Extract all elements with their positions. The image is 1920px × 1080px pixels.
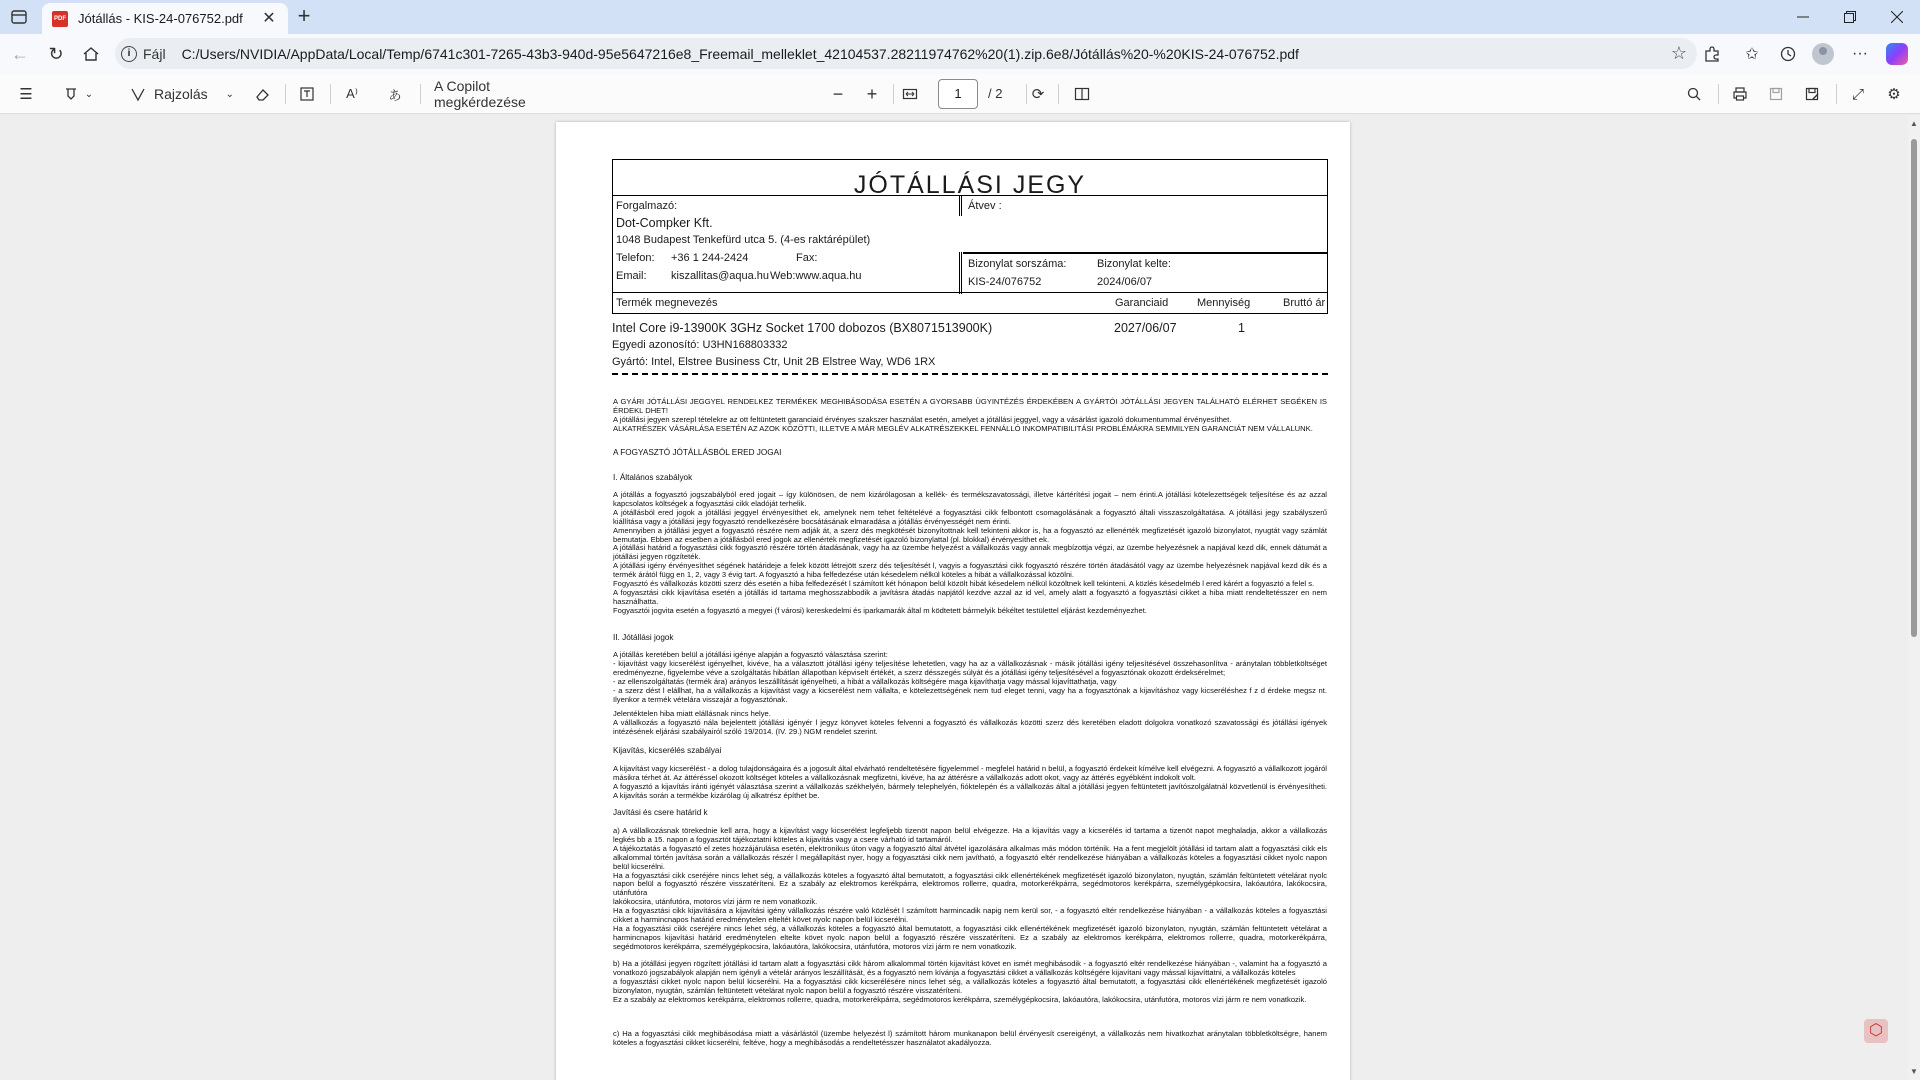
section-2-line: - az ellenszolgáltatás (termék ára) arányos leszállítását igényelheti, a hibát a vállalkozás költségére maga kijavíthatja vagy mással kijavíttathatja, vagy xyxy=(613,676,1117,686)
scrollbar-thumb[interactable] xyxy=(1911,139,1917,637)
eraser-icon xyxy=(254,86,270,102)
phone-value: +36 1 244-2424 xyxy=(671,252,749,264)
read-aloud-icon: A⁾ xyxy=(346,86,358,101)
fullscreen-button[interactable] xyxy=(1846,82,1870,106)
deadline-a-line: Ha a fogyasztási cikk cseréjére nincs lehet ség, a vállalkozás köteles a fogyasztó által bemutatott, a fogyasztási cikk ellenértékének megfizetését igazoló bizonylaton, nyugtán, számlán feltüntetett vételárat a harmincnapos kijavítási határid eredménytelen eltelte követ nyolc napon belül a fogyasztó részére visszatéríteni. Ez a szabály az elektromos kerékpárra, elektromos rollerre, quadra, motorkerékpárra, segédmotoros kerékpárra, személygépkocsira, lakóautóra, lakókocsira, utánfutóra, motoros vízi járm re nem vonatkozik. xyxy=(613,923,1327,951)
rotate-icon: ⟳ xyxy=(1031,86,1045,103)
phone-label: Telefon: xyxy=(616,252,655,264)
navigation-bar xyxy=(0,34,1920,74)
toolbar-divider xyxy=(893,84,894,104)
toolbar-divider xyxy=(1058,84,1059,104)
title-bar xyxy=(0,0,1920,34)
notice-block xyxy=(613,398,1327,434)
restore-button[interactable] xyxy=(1827,0,1873,34)
received-label: Átvev : xyxy=(968,200,1002,212)
deadline-heading: Javítási és csere határid k xyxy=(613,808,708,817)
zoom-in-button[interactable] xyxy=(860,82,884,106)
acrobat-icon[interactable]: ⬡ xyxy=(1864,1019,1888,1043)
section-1-line: A fogyasztási cikk kijavítása esetén a jótállás id tartama meghosszabbodik a javításra átadás napjától kezdve azzal az id vel, amely alatt a fogyasztó a fogyasztási cikket a hiba miatt rendeltetésszer en nem használhatta. xyxy=(613,587,1327,606)
tab-actions-button[interactable] xyxy=(8,6,30,28)
minus-icon: − xyxy=(832,83,844,104)
section-1-body xyxy=(613,491,1327,616)
repair-line: A kijavítást vagy kicserélést - a dolog tulajdonságaira és a jogosult által elvárható rendeltetésére figyelemmel - megfelel határid n belül, a fogyasztó érdekeit kímélve kell elvégezni. A fogyasztó a vállalkozott jogáról másikra térhet át. Az áttéréssel okozott költséget köteles a vállalkozásnak megfizetni, kivéve, ha az áttérésre a vállalkozás adott okot, vagy az áttérés egyébként indokolt volt. xyxy=(613,764,1327,782)
scroll-down-arrow-icon[interactable]: ▼ xyxy=(1910,1067,1918,1076)
header-box xyxy=(612,195,1328,293)
warranty-until: 2027/06/07 xyxy=(1114,321,1177,335)
toolbar-divider xyxy=(330,84,331,104)
extensions-button[interactable] xyxy=(1700,42,1724,66)
minor-defect-line: A vállalkozás a fogyasztó nála bejelentett jótállási igényér l jegyz könyvet köteles felvenni a fogyasztó és vállalkozás közötti szerz dés keretében eladott dolgokra vonatkozó szavatossági és jótállási igények intézésének eljárási szabályairól szóló 19/2014. (IV. 29.) NGM rendelet szerint. xyxy=(613,717,1327,736)
title-box xyxy=(612,159,1328,199)
page-view-button[interactable] xyxy=(1070,82,1094,106)
pdf-page xyxy=(556,122,1350,1080)
highlight-button[interactable] xyxy=(58,82,98,106)
section-1-line: Amennyiben a jótállási jegyet a fogyasztó részére nem adják át, a szerz dés megkötését bizonyítottnak kell tekinteni akkor is, ha a fogyasztó az ellenérték megfizetését igazoló bizonylatot, nyugtát vagy számlát bemutatja. Ebben az esetben a jótállásból ered jogok az ellenérték megfizetését igazoló bizonylattal (pl. blokkal) érvényesíthet ek. xyxy=(613,525,1327,544)
minor-defect-block xyxy=(613,710,1327,737)
email-value: kiszallitas@aqua.hu xyxy=(671,270,769,282)
notice-line: A jótállási jegyen szerepl tételekre az ott feltüntetett garanciaid érvényes szakszer használat esetén, amelyet a jótállási jeggyel, vagy a vásárlást igazoló dokumentummal érvényesíthet. xyxy=(613,414,1232,424)
refresh-button[interactable] xyxy=(43,41,69,67)
rights-heading: A FOGYASZTÓ JÓTÁLLÁSBÓL ERED JOGAI xyxy=(613,448,782,457)
add-text-button[interactable] xyxy=(295,82,319,106)
read-aloud-button[interactable] xyxy=(340,82,364,106)
section-2-line: - kijavítást vagy kicserélést igényelhet, kivéve, ha a választott jótállási igény teljesítése lehetetlen, vagy ha az a vállalkozásnak - másik jótállási igény teljesítésével összehasonlítva - aránytalan többletköltséget eredményezne, figyelembe véve a szolgáltatás hibátlan állapotban képviselt értékét, a szerz désszegés súlyát és a jótállási igény teljesítésével a fogyasztónak okozott érdeksérelmet; xyxy=(613,658,1327,677)
section-1-line: A jótállási igény érvényesíthet ségének határideje a felek között létrejött szerz dés teljesítését l, vagyis a fogyasztási cikk fogyasztó részére történ átadásától vagy az üzembe helyezésnek napjával kezd dik és a termék árától függ en 1, 2, vagy 3 évig tart. A fogyasztó a hiba felfedezése után késedelem nélkül köteles a hibát a vállalkozással közölni. xyxy=(613,561,1327,580)
product-serial: Egyedi azonosító: U3HN168803332 xyxy=(612,339,788,351)
page-total-label: / 2 xyxy=(988,86,1003,101)
page-number-input[interactable]: 1 xyxy=(938,79,978,109)
column-gross-price: Bruttó ár xyxy=(1283,297,1326,309)
restore-icon xyxy=(1844,11,1856,23)
close-icon xyxy=(1891,11,1903,23)
section-1-line: A jótállási határid a fogyasztási cikk fogyasztó részére történ átadásának, vagy ha az üzembe helyezést a vállalkozás vagy annak megbízottja végzi, az üzembe helyezésnek a napjával kezd dik, ennek dátumát a jótállási jegyen rögzíteték. xyxy=(613,543,1327,562)
notice-line: ALKATRÉSZEK VÁSÁRLÁSA ESETÉN AZ AZOK KÖZÖTTI, ILLETVE A MÁR MEGLÉV ALKATRÉSZEKKEL FENNÁLLÓ INKOMPATIBILITÁSI PROBLÉMÁKRA SEMMILYEN GARANCIÁT NEM VÁLLALUNK. xyxy=(613,423,1313,433)
deadline-a-line: A tájékoztatás a fogyasztó el zetes hozzájárulása esetén, elektronikus úton vagy a fogyasztó által átvétel igazolására alkalmas más módon történik. Ha a fent megjelölt jótállási id tartam alatt a fogyasztási cikk els alkalommal történ javítása során a vállalkozás részér l megállapítást nyer, hogy a fogyasztási cikk nem javítható, a fogyasztó eltér rendelkezése hiányában a vállalkozás köteles a fogyasztási cikket nyolc napon belül kicserélni. xyxy=(613,843,1327,871)
expand-icon: ⤢ xyxy=(1851,85,1864,103)
translate-icon: あ xyxy=(388,87,402,103)
rotate-button[interactable] xyxy=(1026,82,1050,106)
document-title: JÓTÁLLÁSI JEGY xyxy=(853,171,1087,199)
save-as-button[interactable] xyxy=(1800,82,1824,106)
translate-button[interactable] xyxy=(382,82,408,106)
email-label: Email: xyxy=(616,270,647,282)
minor-defect-line: Jelentéktelen hiba miatt elállásnak nincs helye. xyxy=(613,709,771,718)
history-icon xyxy=(1779,45,1797,63)
text-box-icon xyxy=(299,86,315,102)
notice-line: A GYÁRI JÓTÁLLÁSI JEGGYEL RENDELKEZ TERMÉKEK MEGHIBÁSODÁSA ESETÉN A GYORSABB ÜGYINTÉZÉS ÉRDEKÉBEN A GYÁRTÓI JÓTÁLLÁSI JEGYEN TALÁLHATÓ ELÉRHET SEGÉKEN IS ÉRDEKL DHET! xyxy=(613,397,1327,415)
printer-icon xyxy=(1732,86,1748,102)
profile-avatar[interactable] xyxy=(1812,43,1834,65)
minimize-button[interactable] xyxy=(1780,0,1826,34)
more-dots-icon: ··· xyxy=(1852,45,1868,62)
seller-address: 1048 Budapest Tenkefürd utca 5. (4-es raktárépület) xyxy=(616,234,871,246)
tab-title: Jótállás - KIS-24-076752.pdf xyxy=(78,11,243,26)
section-1-line: A jótállás a fogyasztó jogszabályból ered jogait – így különösen, de nem kizárólagosan a kellék- és termékszavatossági, illetve kártérítési jogait – nem érinti.A jótállási kötelezettségek teljesítése és az azzal kapcsolatos költségek a fogyasztási cikk eladóját terhelik. xyxy=(613,490,1327,508)
deadline-c-line: c) Ha a fogyasztási cikk meghibásodása miatt a vásárlástól (üzembe helyezést l) számított három munkanapon belül érvényesít csereigényt, a vállalkozás nem hivatkozhat aránytalan többletköltségre, hanem köteles a fogyasztási cikket kicserélni, feltéve, hogy a meghibásodás a rendeltetésszer használatot akadályozza. xyxy=(613,1029,1327,1047)
zoom-out-button[interactable] xyxy=(826,82,850,106)
contents-button[interactable] xyxy=(14,82,38,106)
favorite-star-icon[interactable]: ☆ xyxy=(1670,43,1687,63)
deadline-b-line: a fogyasztási cikket nyolc napon belül kicserélni. Ha a fogyasztási cikk kicserélésére nincs lehet ség, a vállalkozás köteles a fogyasztó által bemutatott, a fogyasztási cikk ellenértékének megfizetését igazoló bizonylaton, nyugtán, számlán feltüntetett vételárat nyolc napon belül a fogyasztó részére visszatéríteni. xyxy=(613,976,1327,995)
toolbar-divider xyxy=(1836,84,1837,104)
product-manufacturer: Gyártó: Intel, Elstree Business Ctr, Unit 2B Elstree Way, WD6 1RX xyxy=(612,356,936,368)
vertical-scrollbar[interactable] xyxy=(1908,115,1920,1080)
address-bar[interactable] xyxy=(115,38,1697,69)
info-icon[interactable]: i xyxy=(121,46,137,62)
refresh-icon: ↻ xyxy=(48,43,64,64)
deadline-b-line: Ez a szabály az elektromos kerékpárra, elektromos rollerre, quadra, motorkerékpárra, segédmotoros kerékpárra, személygépkocsira, lakóautóra, lakókocsira, utánfutóra, motoros vízi járm re nem vonatkozik. xyxy=(613,994,1307,1004)
dashed-separator xyxy=(612,373,1328,375)
deadline-a-body xyxy=(613,827,1327,952)
pdf-toolbar xyxy=(0,74,1920,114)
draw-button[interactable] xyxy=(128,82,236,106)
gear-icon: ⚙ xyxy=(1887,86,1901,103)
page-view-icon xyxy=(1074,86,1090,102)
toolbar-divider xyxy=(420,84,421,104)
column-warranty: Garanciaid xyxy=(1115,297,1169,309)
deadline-a-line: Ha a fogyasztási cikk kijavítására a kijavítási igény vállalkozás részére való közlését l számított harmincadik napig nem kerül sor, - a fogyasztó eltér rendelkezése hiányában - a vállalkozás köteles a fogyasztási cikket a harmincnapos határid eredménytelen elteltét követ nyolc napon belül kicserélni. xyxy=(613,906,1327,925)
deadline-b-body xyxy=(613,960,1327,1005)
product-name: Intel Core i9-13900K 3GHz Socket 1700 dobozos (BX8071513900K) xyxy=(612,321,993,335)
deadline-c-body xyxy=(613,1030,1327,1048)
save-as-icon xyxy=(1804,86,1820,102)
section-2-line: A jótállás keretében belül a jótállási igénye alapján a fogyasztó választása szerint: xyxy=(613,650,888,659)
fit-page-button[interactable] xyxy=(898,82,922,106)
pdf-settings-button[interactable] xyxy=(1882,82,1906,106)
section-1-line: Fogyasztó és vállalkozás közötti szerz dés esetén a hiba felfedezését l számított két hónapon belül közölt hibát késedelem nélkül közöltnek kell tekinteni. A közlés késedelméb l ered kárért a fogyasztó a felel s. xyxy=(613,579,1315,589)
pen-icon xyxy=(130,86,146,102)
fit-width-icon xyxy=(902,86,918,102)
invoice-date-label: Bizonylat kelte: xyxy=(1097,258,1171,270)
web-value: Web:www.aqua.hu xyxy=(770,270,862,282)
fax-label: Fax: xyxy=(796,252,818,264)
deadline-a-line: a) A vállalkozásnak törekednie kell arra, hogy a kijavítást vagy kicserélést legfeljebb tizenöt napon belül elvégezze. Ha a kijavítás vagy a kicserélés id tartama a tizenöt napot meghaladja, akkor a vállalkozás legkés bb a 15. napon a fogyasztót tájékoztatni köteles a kijavítás vagy a csere várható id tartamáról. xyxy=(613,826,1327,844)
search-icon xyxy=(1686,86,1702,102)
minimize-icon xyxy=(1797,11,1809,23)
history-button[interactable] xyxy=(1776,42,1800,66)
product-quantity: 1 xyxy=(1238,321,1245,335)
puzzle-icon xyxy=(1703,45,1721,63)
tab-close-icon[interactable]: ✕ xyxy=(262,9,276,27)
pdf-file-icon: PDF xyxy=(52,11,68,27)
chevron-down-icon: ⌄ xyxy=(84,88,94,100)
draw-label: Rajzolás xyxy=(153,86,208,102)
favorites-button[interactable] xyxy=(1740,42,1764,66)
column-quantity: Mennyiség xyxy=(1197,297,1251,309)
list-icon: ☰ xyxy=(19,86,33,103)
invoice-number: KIS-24/076752 xyxy=(968,276,1042,288)
close-window-button[interactable] xyxy=(1874,0,1920,34)
header-divider xyxy=(959,196,962,216)
repair-body xyxy=(613,765,1327,801)
back-arrow-icon: ← xyxy=(11,43,29,64)
copilot-icon[interactable] xyxy=(1886,43,1908,65)
deadline-a-line: lakókocsira, utánfutóra, motoros vízi járm re nem vonatkozik. xyxy=(613,897,818,907)
section-1-line: A jótállásból ered jogok a jótállási jeggyel érvényesíthet ek, amelynek nem tehet feltételévé a fogyasztási cikk felbontott csomagolásának a fogyasztó általi visszaszolgáltatása. A jótállási jegy szabályszerű kiállítása vagy a jótállási jegy fogyasztó rendelkezésére bocsátásának elmaradása a jótállás érvényességét nem érinti. xyxy=(613,507,1327,526)
address-url[interactable]: C:/Users/NVIDIA/AppData/Local/Temp/6741c301-7265-43b3-940d-95e5647216e8_Freemail_melleklet_42104537.28211974762%20(1).zip.6e8/Jótállás%20-%20KIS-24-076752.pdf xyxy=(181,45,1299,62)
section-2-body xyxy=(613,651,1327,704)
erase-button[interactable] xyxy=(250,82,274,106)
toolbar-divider xyxy=(1718,84,1719,104)
section-1-heading: I. Általános szabályok xyxy=(613,473,693,482)
favorites-icon: ✩ xyxy=(1745,46,1759,63)
search-button[interactable] xyxy=(1682,82,1706,106)
section-2-heading: II. Jótállási jogok xyxy=(613,633,674,642)
pdf-viewer[interactable] xyxy=(0,115,1920,1080)
home-icon xyxy=(82,45,100,63)
seller-label: Forgalmazó: xyxy=(616,200,678,212)
print-button[interactable] xyxy=(1728,82,1752,106)
tab-actions-icon xyxy=(8,6,30,28)
chevron-down-icon: ⌄ xyxy=(225,88,235,100)
new-tab-button[interactable]: + xyxy=(297,3,311,28)
highlighter-icon xyxy=(63,86,79,102)
seller-name: Dot-Compker Kft. xyxy=(616,216,713,230)
home-button[interactable] xyxy=(78,41,104,67)
settings-more-button[interactable] xyxy=(1848,42,1872,66)
section-1-line: Fogyasztói jogvita esetén a fogyasztó a megyei (f városi) kereskedelmi és iparkamarák által m ködtetett bármelyik békéltet testülettel eljárást kezdeményezhet. xyxy=(613,605,1147,615)
product-table-header xyxy=(612,293,1328,314)
deadline-a-line: Ha a fogyasztási cikk cseréjére nincs lehet ség, a vállalkozás köteles a fogyasztó által bemutatott, a fogyasztási cikk ellenértékének megfizetését igazoló bizonylaton, nyugtán, számlán feltüntetett vételárat nyolc napon belül a fogyasztó részére visszatéríteni. Ez a szabály az elektromos kerékpárra, elektromos rollerre, quadra, motorkerékpárra, segédmotoros kerékpárra, személygépkocsira, lakóautóra, lakókocsira, utánfutóra xyxy=(613,870,1327,898)
repair-line: A fogyasztó a kijavítás iránti igényét választása szerint a vállalkozás székhelyén, bármely telephelyén, fióktelepén és a vállalkozás által a jótállási jegyen feltüntetett javítószolgálatnál közvetlenül is érvényesítheti. A kijavítás során a termékbe kizárólag új alkatrész építhet be. xyxy=(613,781,1327,800)
save-icon xyxy=(1768,86,1784,102)
invoice-number-label: Bizonylat sorszáma: xyxy=(968,258,1067,270)
invoice-date: 2024/06/07 xyxy=(1097,276,1153,288)
header-divider xyxy=(959,252,962,294)
browser-tab-active[interactable] xyxy=(42,3,288,34)
section-2-line: - a szerz dést l elállhat, ha a vállalkozás a kijavítást vagy a kicserélést nem vállalta, e kötelezettségének nem tud eleget tenni, vagy ha a fogyasztónak a kijavításhoz vagy kicseréléshez f z d érdeke megsz nt. Ilyenkor a termék vételára visszajár a fogyasztónak. xyxy=(613,685,1327,704)
toolbar-divider xyxy=(285,84,286,104)
save-button[interactable] xyxy=(1764,82,1788,106)
address-scheme-label: Fájl xyxy=(143,45,166,62)
plus-icon: + xyxy=(866,83,878,104)
scroll-up-arrow-icon[interactable]: ▲ xyxy=(1910,119,1918,128)
back-button[interactable] xyxy=(7,41,33,67)
repair-heading: Kijavítás, kicserélés szabályai xyxy=(613,746,722,755)
deadline-b-line: b) Ha a jótállási jegyen rögzített jótállási id tartam alatt a fogyasztási cikk három alkalommal történ kijavítást követ en ismét meghibásodik - a fogyasztó eltér rendelkezése hiányában -, valamint ha a fogyasztó a vonatkozó jogszabályok alapján nem igényli a vételár arányos leszállítását, és a fogyasztó nem kívánja a fogyasztási cikket a vállalkozás költségére kijavítani vagy mással kijavíttatni, a vállalkozás köteles xyxy=(613,959,1327,977)
copilot-ask-button[interactable]: A Copilot megkérdezése xyxy=(434,78,526,110)
column-product: Termék megnevezés xyxy=(616,297,718,309)
